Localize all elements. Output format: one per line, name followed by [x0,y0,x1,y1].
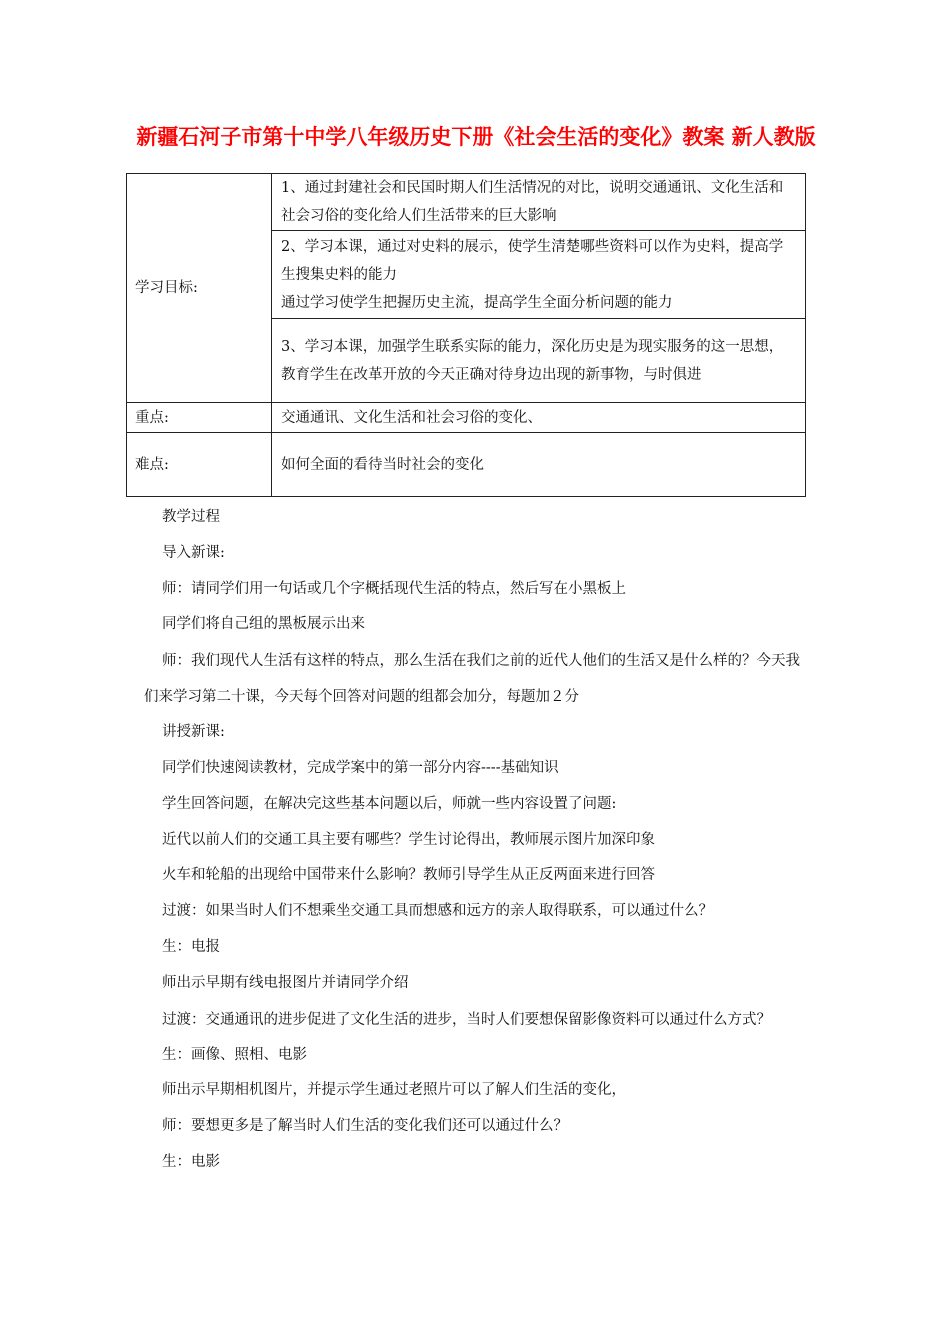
paragraph: 过渡：如果当时人们不想乘坐交通工具而想感和远方的亲人取得联系，可以通过什么？ [162,903,713,920]
document-title: 新疆石河子市第十中学八年级历史下册《社会生活的变化》教案 新人教版 [136,125,816,149]
difficulty-value: 如何全面的看待当时社会的变化 [272,433,806,497]
paragraph: 师：请同学们用一句话或几个字概括现代生活的特点，然后写在小黑板上 [162,580,626,597]
objectives-table [126,173,806,497]
goals-label: 学习目标: [127,174,272,403]
paragraph: 火车和轮船的出现给中国带来什么影响？教师引导学生从正反两面来进行回答 [162,867,655,884]
paragraph: 学生回答问题，在解决完这些基本问题以后，师就一些内容设置了问题: [162,795,617,812]
paragraph: 师：要想更多是了解当时人们生活的变化我们还可以通过什么？ [162,1118,568,1135]
key-label: 重点: [127,403,272,433]
lesson-body [144,500,810,1181]
paragraph: 同学们快速阅读教材，完成学案中的第一部分内容----基础知识 [162,759,559,776]
paragraph: 师出示早期有线电报图片并请同学介绍 [162,974,409,991]
table-row [127,403,806,433]
goal-2-main: 2、学习本课，通过对史料的展示，使学生清楚哪些资料可以作为史料，提高学生搜集史料的能力 [281,238,784,283]
table-row [127,433,806,497]
paragraph: 师：我们现代人生活有这样的特点，那么生活在我们之前的近代人他们的生活又是什么样的？今天我们来学习第二十课，今天每个回答对问题的组都会加分，每题加２分 [144,653,800,706]
difficulty-label: 难点: [127,433,272,497]
paragraph: 生：电报 [162,938,220,955]
paragraph: 过渡：交通通讯的进步促进了文化生活的进步，当时人们要想保留影像资料可以通过什么方式？ [162,1011,771,1028]
goal-2-extra: 通过学习使学生把握历史主流，提高学生全面分析问题的能力 [281,294,673,311]
paragraph: 同学们将自己组的黑板展示出来 [162,616,365,633]
key-value: 交通通讯、文化生活和社会习俗的变化、 [272,403,806,433]
paragraph: 生：画像、照相、电影 [162,1046,307,1063]
goal-2 [272,231,806,319]
paragraph: 生：电影 [162,1153,220,1170]
paragraph: 讲授新课: [162,724,225,741]
paragraph: 导入新课: [162,544,225,561]
paragraph: 近代以前人们的交通工具主要有哪些？学生讨论得出，教师展示图片加深印象 [162,831,655,848]
table-row [127,174,806,231]
paragraph: 师出示早期相机图片，并提示学生通过老照片可以了解人们生活的变化， [162,1082,626,1099]
goal-3: 3、学习本课，加强学生联系实际的能力，深化历史是为现实服务的这一思想，教育学生在改革开放的今天正确对待身边出现的新事物，与时俱进 [272,319,806,403]
goal-1: 1、通过封建社会和民国时期人们生活情况的对比，说明交通通讯、文化生活和社会习俗的变化给人们生活带来的巨大影响 [272,174,806,231]
paragraph: 教学过程 [162,509,220,525]
